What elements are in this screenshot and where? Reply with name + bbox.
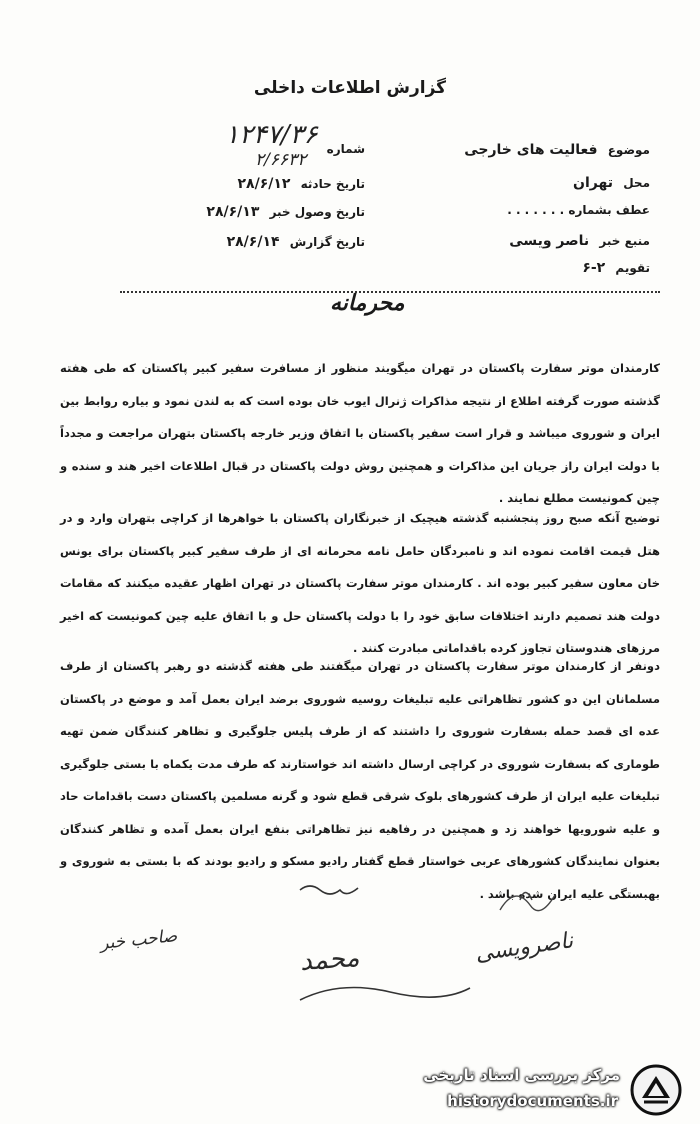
signature-left: صاحب خبر	[99, 926, 179, 954]
attachment-label: عطف بشماره	[568, 203, 650, 217]
evaluation-row	[582, 260, 650, 276]
receive-date-label: تاریخ وصول خبر	[269, 205, 365, 219]
archive-logo-icon	[630, 1064, 682, 1116]
attachment-row: عطف بشماره . . . . . . .	[507, 203, 650, 217]
event-date-value: ۲۸/۶/۱۲	[237, 176, 291, 192]
paragraph-2	[60, 502, 660, 665]
number-label: شماره	[326, 142, 365, 156]
paragraph-1	[60, 352, 660, 515]
paragraph-text: توضیح آنکه صبح روز پنجشنبه گذشته هیچیک از خبرنگاران پاکستان با خواهرها از کراچی بتهران وارد و در هتل قیمت اقامت نموده اند و نامبردگان حامل نامه محرمانه ای از طرف سفیر کبیر پاکستان برای یونس خان معاون سفیر کبیر بوده اند . کارمندان موتر سفارت پاکستان در تهران اظهار عقیده میکنند که مقامات دولت هند تصمیم دارند اختلافات سابق خود را با دولت پاکستان حل و با اتفاق علیه چین کمونیست که اخیر مرزهای هندوستان تجاوز کرده باقداماتی مبادرت کنند .	[60, 511, 660, 655]
classification-heading: محرمانه	[330, 290, 405, 316]
number-row	[327, 142, 365, 156]
place-value: تهران	[573, 175, 614, 191]
number-handwritten: ۱۲۴۷/۳۶	[225, 120, 318, 150]
report-date-row	[227, 234, 365, 250]
watermark	[420, 1062, 690, 1116]
watermark-url: historydocuments.ir	[447, 1092, 618, 1110]
watermark-org-name: مرکز بررسی اسناد تاریخی	[423, 1066, 620, 1084]
event-date-row	[238, 176, 366, 192]
place-label: محل	[623, 176, 650, 190]
evaluation-value: ۲-۶	[582, 260, 606, 276]
evaluation-label: تقویم	[615, 261, 650, 275]
subject-row	[464, 142, 650, 158]
source-row	[509, 233, 650, 249]
paragraph-text: کارمندان موتر سفارت پاکستان در تهران میگویند منظور از مسافرت سفیر کبیر پاکستان که طی هفته گذشته صورت گرفته اطلاع از نتیجه مذاکرات ژنرال ایوب خان بوده است که به لندن نمود و بیاره روابط بین ایران و شوروی میباشد و قرار است سفیر پاکستان با اتفاق وزیر خارجه پاکستان بتهران مراجعت و مجدداً با دولت ایران راز جریان این مذاکرات و همچنین روش دولت پاکستان در قبال اطلاعات اخیر هند و سنده و چین کمونیست مطلع نمایند .	[60, 361, 660, 505]
subject-label: موضوع	[607, 143, 650, 157]
source-label: منبع خبر	[599, 234, 650, 248]
report-date-label: تاریخ گزارش	[289, 235, 365, 249]
paragraph-3	[60, 650, 660, 910]
source-value: ناصر ویسی	[509, 233, 590, 249]
number-sub-handwritten: ۲/۶۶۳۲	[255, 150, 307, 170]
event-date-label: تاریخ حادثه	[300, 177, 365, 191]
paragraph-text: دونفر از کارمندان موتر سفارت پاکستان در تهران میگفتند طی هفته گذشته دو رهبر پاکستان از طرف مسلمانان این دو کشور تظاهراتی علیه تبلیغات روسیه شوروی برضد ایران بعمل آمد و موضع در پاکستان عده ای قصد حمله بسفارت شوروی را داشتند که از طرف پلیس جلوگیری و تظاهر کنندگان ضمن تهیه طوماری که بسفارت شوروی در کراچی ارسال داشته اند خواستارند که طرف مدت یکماه با بستی جلوگیری تبلیغات علیه ایران از طرف کشورهای بلوک شرقی قطع شود و گرنه مسلمین پاکستان دست باقدامات حاد و علیه شورویها خواهند زد و همچنین در رفاهیه نیز تظاهراتی بنفع ایران بعمل آمده و تظاهر کنندگان بعنوان نمایندگان کشورهای عربی خواستار قطع گفتار رادیو مسکو و رادیو بودند که با بستی به شوروی و بهبستگی علیه ایران شده باشد .	[60, 659, 660, 901]
document-title: گزارش اطلاعات داخلی	[253, 78, 447, 98]
place-row	[573, 175, 650, 191]
subject-value: فعالیت های خارجی	[464, 142, 598, 158]
report-date-value: ۲۸/۶/۱۴	[226, 234, 280, 250]
receive-date-row	[206, 204, 365, 220]
signature-right: ناصرویسی	[473, 928, 575, 967]
signature-middle: محمد	[299, 942, 361, 978]
receive-date-value: ۲۸/۶/۱۳	[206, 204, 260, 220]
